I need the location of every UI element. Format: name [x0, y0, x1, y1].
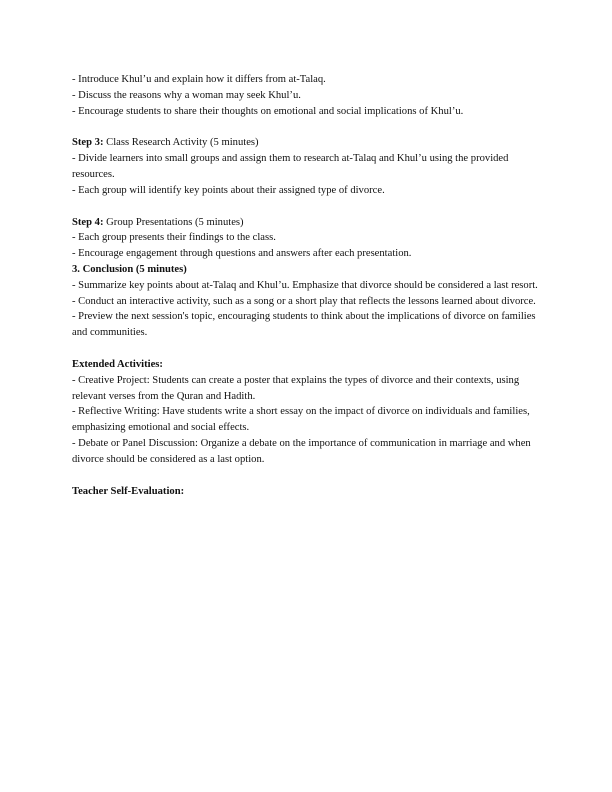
step3-label: Step 3:	[72, 137, 104, 149]
section-spacer	[72, 468, 544, 484]
section-spacer	[72, 199, 544, 215]
step3-heading	[72, 135, 544, 151]
section-spacer	[72, 341, 544, 357]
extended-line-3: - Debate or Panel Discussion: Organize a debate on the importance of communication in marriage and when divorce should be considered as a last option.	[72, 437, 531, 465]
step3-title: Class Research Activity (5 minutes)	[103, 137, 259, 149]
intro-line-1: - Introduce Khul’u and explain how it differs from at-Talaq.	[72, 74, 326, 85]
extended-line-2: - Reflective Writing: Have students write a short essay on the impact of divorce on individuals and families, emphasizing emotional and social effects.	[72, 406, 530, 434]
conclusion-section	[72, 262, 544, 341]
conclusion-line-2: - Conduct an interactive activity, such as a song or a short play that reflects the lessons learned about divorce.	[72, 295, 536, 307]
step4-section	[72, 215, 544, 262]
extended-line-1: - Creative Project: Students can create a poster that explains the types of divorce and their contexts, using relevant verses from the Quran and Hadith.	[72, 374, 520, 402]
step4-line-1: - Each group presents their findings to the class.	[72, 232, 276, 244]
extended-heading: Extended Activities:	[72, 358, 163, 370]
conclusion-line-1: - Summarize key points about at-Talaq and Khul’u. Emphasize that divorce should be considered a last resort.	[72, 279, 538, 291]
section-spacer	[72, 119, 544, 135]
step4-title: Group Presentations (5 minutes)	[103, 216, 244, 228]
step4-line-2: - Encourage engagement through questions and answers after each presentation.	[72, 248, 412, 260]
step3-line-1: - Divide learners into small groups and assign them to research at-Talaq and Khul’u using the provided resources.	[72, 153, 509, 180]
extended-section	[72, 357, 544, 468]
intro-line-2: - Discuss the reasons why a woman may seek Khul’u.	[72, 89, 301, 101]
conclusion-line-3: - Preview the next session's topic, encouraging students to think about the implications of divorce on families and communities.	[72, 311, 536, 339]
step3-line-2: - Each group will identify key points about their assigned type of divorce.	[72, 184, 385, 196]
step4-heading	[72, 215, 544, 231]
step3-section	[72, 135, 544, 198]
step4-label: Step 4:	[72, 216, 104, 228]
document-page	[72, 72, 544, 499]
intro-line-3: - Encourage students to share their thoughts on emotional and social implications of Khul’u.	[72, 105, 464, 117]
self-evaluation-section	[72, 484, 544, 500]
self-evaluation-heading: Teacher Self-Evaluation:	[72, 485, 185, 497]
conclusion-heading: 3. Conclusion (5 minutes)	[72, 263, 187, 275]
intro-section	[72, 72, 544, 119]
